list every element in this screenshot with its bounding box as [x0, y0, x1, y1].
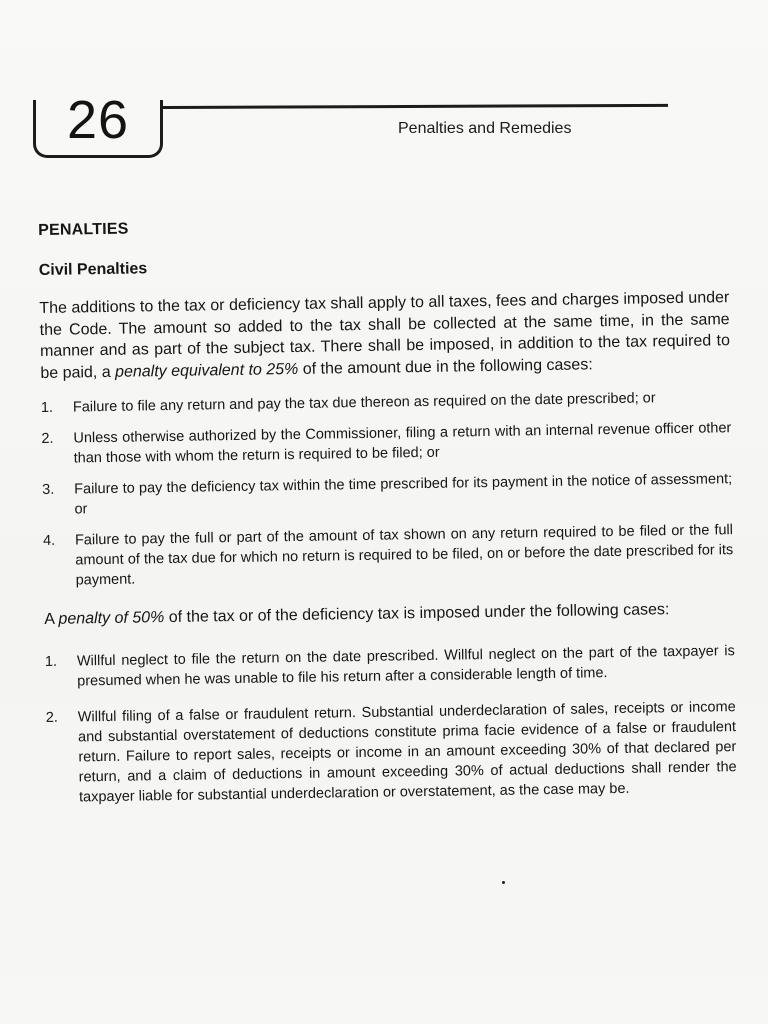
- intro-paragraph: [39, 287, 730, 384]
- list-item-number: 1.: [40, 399, 54, 416]
- paper-speck: [502, 881, 505, 884]
- section-heading: PENALTIES: [38, 220, 129, 239]
- list-item-text: Unless otherwise authorized by the Commissioner, filing a return with an internal revenue officer other than those with whom the return is required to be filed; or: [73, 420, 732, 467]
- list-25-percent: [41, 387, 734, 591]
- list-item: [43, 520, 734, 591]
- penalty-50-emphasis: penalty of 50%: [58, 609, 165, 628]
- list-50-percent: [45, 641, 737, 808]
- intro-text: The additions to the tax or deficiency tax shall apply to all taxes, fees and charges imposed under the Code. The amount so added to the tax shall be collected at the same time, in the same manner and as part of the subject tax. There shall be imposed, in addition to the tax required to be paid, a: [39, 289, 731, 382]
- subsection-heading: Civil Penalties: [38, 260, 148, 279]
- chapter-number: 26: [66, 90, 130, 150]
- list-item-number: 3.: [42, 481, 55, 498]
- list-item-number: 1.: [44, 653, 58, 670]
- chapter-number-box: [33, 90, 163, 158]
- list-item: [46, 697, 737, 808]
- penalty-50-paragraph: [44, 598, 734, 630]
- running-title: Penalties and Remedies: [398, 120, 572, 137]
- list-item-text: Failure to pay the full or part of the amount of tax shown on any return required to be filed or the full amount of the tax due for which no return is required to be filed, on or before the date prescribed for its payment.: [74, 522, 734, 589]
- intro-emphasis: penalty equivalent to 25%: [114, 360, 299, 381]
- list-item-text: Willful filing of a false or fraudulent return. Substantial underdeclaration of sales, receipts or income and substantial overstatement of deductions constitute prima facie evidence of a false or fraudulent return. Failure to report sales, receipts or income in an amount exceeding 30% of that declared per return, and a claim of deductions in amount exceeding 30% of actual deductions shall render the taxpayer liable for substantial underdeclaration or overstatement, as the case may be.: [77, 699, 737, 806]
- list-item: [41, 387, 731, 418]
- intro-text-end: of the amount due in the following cases:: [298, 355, 593, 378]
- list-item-number: 2.: [41, 430, 54, 447]
- list-item-number: 2.: [45, 709, 59, 726]
- list-item-number: 4.: [42, 532, 56, 549]
- list-item-text: Willful neglect to file the return on the date prescribed. Willful neglect on the part of the taxpayer is presumed when he was unable to file his return after a considerable length of time.: [76, 643, 735, 690]
- penalty-50-text: A: [44, 610, 59, 628]
- header-rule: [168, 104, 668, 109]
- list-item: [42, 469, 733, 520]
- list-item-text: Failure to file any return and pay the tax due thereon as required on the date prescribed; or: [72, 390, 656, 416]
- penalty-50-text-end: of the tax or of the deficiency tax is imposed under the following cases:: [164, 601, 670, 627]
- list-item: [45, 641, 736, 692]
- list-item-text: Failure to pay the deficiency tax within the time prescribed for its payment in the notice of assessment; or: [74, 471, 733, 518]
- page-content: [38, 211, 737, 824]
- list-item: [41, 418, 732, 469]
